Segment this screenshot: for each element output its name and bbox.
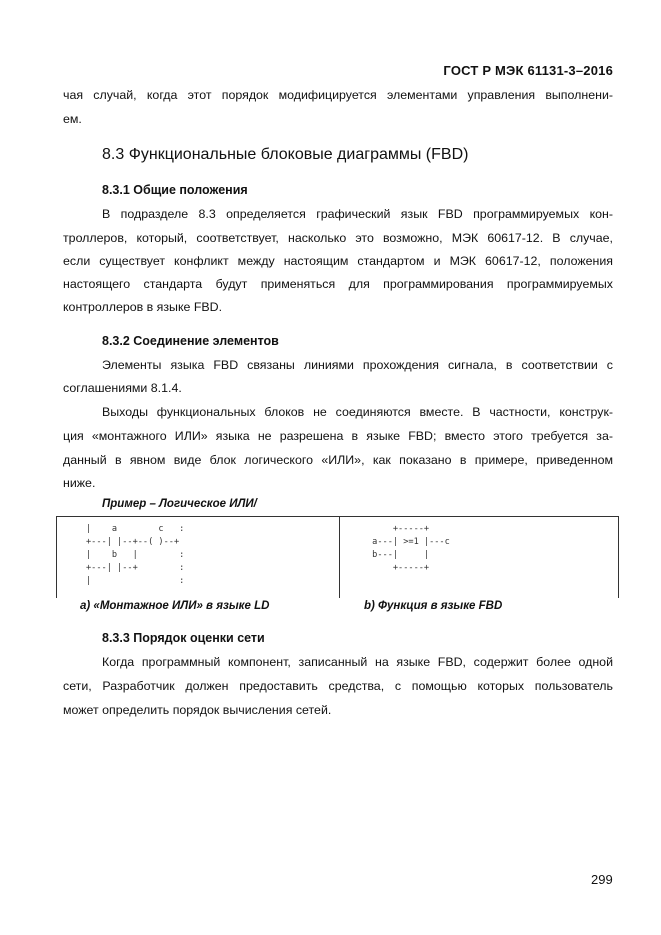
- body-text-line: Выходы функциональных блоков не соединяются вместе. В частности, конструк-: [102, 405, 613, 419]
- figure-caption-a: a) «Монтажное ИЛИ» в языке LD: [80, 600, 270, 612]
- body-text-line: сети, Разработчик должен предоставить средства, с помощью которых пользователь: [63, 679, 613, 693]
- body-text-line: может определить порядок вычисления сетей.: [63, 703, 332, 717]
- subsection-heading: 8.3.2 Соединение элементов: [102, 334, 279, 348]
- example-caption: Пример – Логическое ИЛИ/: [102, 498, 257, 510]
- figure-divider: [339, 517, 340, 598]
- body-text-line: В подразделе 8.3 определяется графический язык FBD программируемых кон-: [102, 207, 613, 221]
- body-text-line: Элементы языка FBD связаны линиями прохождения сигнала, в соответствии с: [102, 358, 613, 372]
- page-number: 299: [591, 872, 613, 887]
- body-text-line: контроллеров в языке FBD.: [63, 300, 223, 314]
- figure-caption-b: b) Функция в языке FBD: [364, 600, 503, 612]
- section-heading: 8.3 Функциональные блоковые диаграммы (FBD): [102, 146, 469, 163]
- body-text-line: ем.: [63, 112, 82, 126]
- body-text-line: чая случай, когда этот порядок модифицируется элементами управления выполнени-: [63, 88, 613, 102]
- body-text-line: соглашениями 8.1.4.: [63, 381, 182, 395]
- document-header: ГОСТ Р МЭК 61131-3–2016: [443, 63, 613, 78]
- example-figure: [56, 516, 619, 598]
- figure-border-left: [56, 517, 57, 598]
- subsection-heading: 8.3.1 Общие положения: [102, 183, 248, 197]
- subsection-heading: 8.3.3 Порядок оценки сети: [102, 631, 265, 645]
- ld-diagram: | a c : +---| |--+--( )--+ | b | : +---| |--+ : | :: [86, 524, 185, 586]
- body-text-line: данный в явном виде блок логического «ИЛИ», как показано в примере, приведенном: [63, 453, 613, 467]
- fbd-diagram: +-----+ a---| >=1 |---c b---| | +-----+: [372, 524, 450, 573]
- body-text-line: Когда программный компонент, записанный на языке FBD, содержит более одной: [102, 655, 613, 669]
- body-text-line: троллеров, который, соответствует, насколько это возможно, МЭК 60617-12. В случае,: [63, 231, 613, 245]
- body-text-line: ниже.: [63, 476, 96, 490]
- body-text-line: ция «монтажного ИЛИ» языка не разрешена в языке FBD; вместо этого требуется за-: [63, 429, 613, 443]
- body-text-line: настоящего стандарта будут применяться для программирования программируемых: [63, 277, 613, 291]
- body-text-line: если существует конфликт между настоящим стандартом и МЭК 60617-12, положения: [63, 254, 613, 268]
- figure-border-right: [618, 517, 619, 598]
